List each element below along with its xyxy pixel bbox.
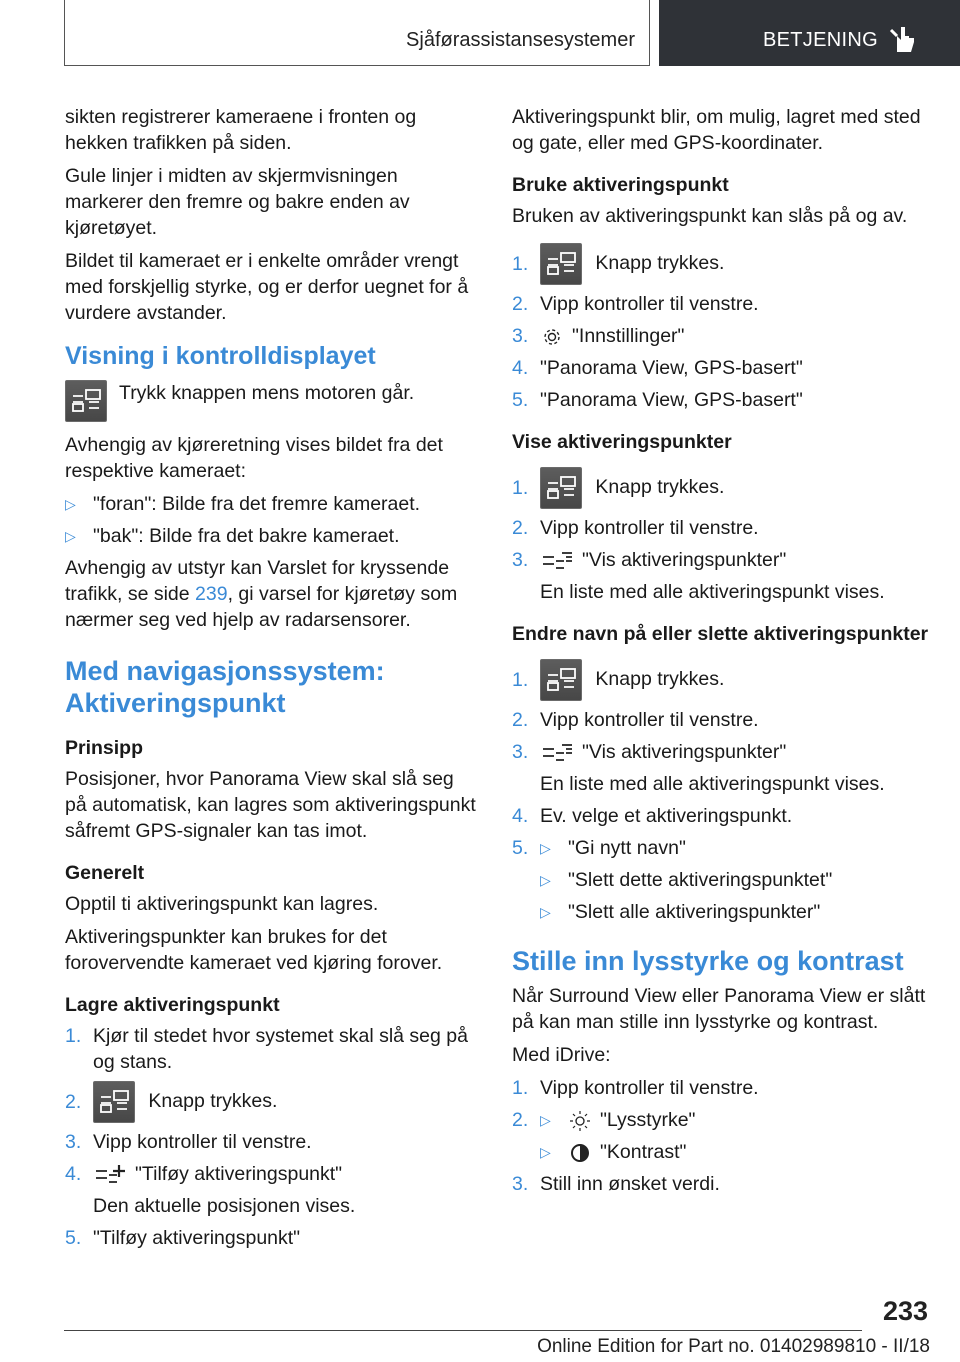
paragraph-crossing-traffic: Avhengig av utstyr kan Varslet for kryssende trafikk, se side 239, gi varsel for kjøretøy som nærmer seg ved hjelp av radarsensorer. (65, 557, 458, 631)
list-item: ▷ "bak": Bilde fra det bakre kameraet. (65, 525, 400, 547)
step-item: 5. ▷ "Gi nytt navn" (512, 837, 686, 859)
heading-lysstyrke: Stille inn lysstyrke og kontrast (512, 946, 904, 976)
triangle-bullet-icon: ▷ (65, 496, 76, 512)
paragraph: Gule linjer i midten av skjermvisningen markerer den fremre og bakre enden av kjøretøyet. (65, 165, 410, 239)
paragraph: Aktiveringspunkt blir, om mulig, lagret med sted og gate, eller med GPS-koordinater. (512, 106, 921, 154)
triangle-bullet-icon: ▷ (540, 1144, 551, 1160)
heading-nav-line1: Med navigasjonssystem: (65, 656, 385, 686)
header-section-tab (64, 0, 650, 66)
triangle-bullet-icon: ▷ (540, 904, 551, 920)
step-item: 3. "Vis aktiveringspunkter" (512, 741, 787, 763)
list-item: ▷ "Kontrast" (540, 1141, 687, 1163)
triangle-bullet-icon: ▷ (65, 528, 76, 544)
step-item: 3. "Innstillinger" (512, 325, 685, 347)
gear-icon (542, 327, 562, 347)
step-item: 4. Ev. velge et aktiveringspunkt. (512, 805, 793, 827)
step-item: 3. Still inn ønsket verdi. (512, 1173, 720, 1195)
step-item: 5. "Panorama View, GPS-basert" (512, 389, 803, 411)
paragraph: Bildet til kameraet er i enkelte områder vrengt med forskjellig styrke, og er derfor uegnet for å vurdere avstander. (65, 250, 469, 324)
right-column (512, 104, 932, 1203)
heading-vise: Vise aktiveringspunkter (512, 431, 732, 453)
add-activation-point-icon (95, 1165, 125, 1185)
list-item: ▷ "Slett dette aktiveringspunktet" (540, 869, 833, 891)
header-chapter-title: BETJENING (763, 29, 878, 51)
paragraph: Med iDrive: (512, 1044, 611, 1066)
step-detail: Den aktuelle posisjonen vises. (93, 1195, 356, 1217)
heading-generelt: Generelt (65, 862, 145, 884)
footer-divider (64, 1330, 862, 1331)
paragraph: sikten registrerer kameraene i fronten og hekken trafikken på siden. (65, 106, 417, 154)
list-item: ▷ "Slett alle aktiveringspunkter" (540, 901, 821, 923)
list-item: ▷ "foran": Bilde fra det fremre kameraet. (65, 493, 421, 515)
step-item: 1. Knapp trykkes. (512, 467, 932, 509)
footer-edition: Online Edition for Part no. 01402989810 - II/18 (537, 1336, 930, 1357)
pointing-hand-icon (887, 24, 921, 58)
heading-prinsipp: Prinsipp (65, 737, 144, 759)
triangle-bullet-icon: ▷ (540, 840, 551, 856)
contrast-icon (570, 1143, 590, 1163)
step-detail: En liste med alle aktiveringspunkt vises. (540, 773, 885, 795)
brightness-icon (570, 1111, 590, 1131)
show-activation-points-icon (542, 743, 572, 763)
press-camera-instruction (65, 380, 480, 422)
camera-button-icon (65, 380, 107, 422)
step-item: 1. Knapp trykkes. (512, 659, 932, 701)
page-number: 233 (882, 1296, 928, 1326)
heading-endre: Endre navn på eller slette aktiveringspunkter (512, 623, 929, 645)
step-item: 3. "Vis aktiveringspunkter" (512, 549, 787, 571)
step-item: 2. Knapp trykkes. (65, 1081, 480, 1123)
step-item: 1. Kjør til stedet hvor systemet skal slå seg på og stans. (65, 1025, 468, 1073)
heading-visning: Visning i kontrolldisplayet (65, 342, 376, 370)
paragraph: Når Surround View eller Panorama View er slått på kan man stille inn lysstyrke og kontrast. (512, 985, 926, 1033)
step-detail: En liste med alle aktiveringspunkt vises. (540, 581, 885, 603)
camera-button-icon (540, 659, 582, 701)
page-link[interactable]: 239 (195, 583, 228, 605)
step-item: 4. "Panorama View, GPS-basert" (512, 357, 803, 379)
step-item: 2. Vipp kontroller til venstre. (512, 517, 759, 539)
step-item: 4. "Tilføy aktiveringspunkt" (65, 1163, 343, 1185)
paragraph: Posisjoner, hvor Panorama View skal slå seg på automatisk, kan lagres som aktiveringspunkt såfremt GPS-signaler kan tas imot. (65, 768, 476, 842)
paragraph: Aktiveringspunkter kan brukes for det forovervendte kameraet ved kjøring forover. (65, 926, 443, 974)
show-activation-points-icon (542, 551, 572, 571)
heading-lagre: Lagre aktiveringspunkt (65, 994, 280, 1016)
press-text: Trykk knappen mens motoren går. (119, 382, 415, 404)
left-column (65, 104, 480, 1257)
triangle-bullet-icon: ▷ (540, 1112, 551, 1128)
camera-button-icon (540, 243, 582, 285)
triangle-bullet-icon: ▷ (540, 872, 551, 888)
header-section-title: Sjåførassistansesystemer (406, 29, 635, 51)
step-item: 5. "Tilføy aktiveringspunkt" (65, 1227, 301, 1249)
heading-bruke: Bruke aktiveringspunkt (512, 174, 729, 196)
heading-nav-line2: Aktiveringspunkt (65, 688, 286, 718)
step-item: 1. Knapp trykkes. (512, 243, 932, 285)
camera-button-icon (540, 467, 582, 509)
step-item: 1. Vipp kontroller til venstre. (512, 1077, 759, 1099)
paragraph: Bruken av aktiveringspunkt kan slås på og av. (512, 205, 908, 227)
step-item: 2. Vipp kontroller til venstre. (512, 293, 759, 315)
paragraph: Avhengig av kjøreretning vises bildet fra det respektive kameraet: (65, 434, 443, 482)
paragraph: Opptil ti aktiveringspunkt kan lagres. (65, 893, 379, 915)
step-item: 2. Vipp kontroller til venstre. (512, 709, 759, 731)
camera-button-icon (93, 1081, 135, 1123)
step-item: 2. ▷ "Lysstyrke" (512, 1109, 696, 1131)
step-item: 3. Vipp kontroller til venstre. (65, 1131, 312, 1153)
header-chapter-tab (659, 0, 960, 66)
